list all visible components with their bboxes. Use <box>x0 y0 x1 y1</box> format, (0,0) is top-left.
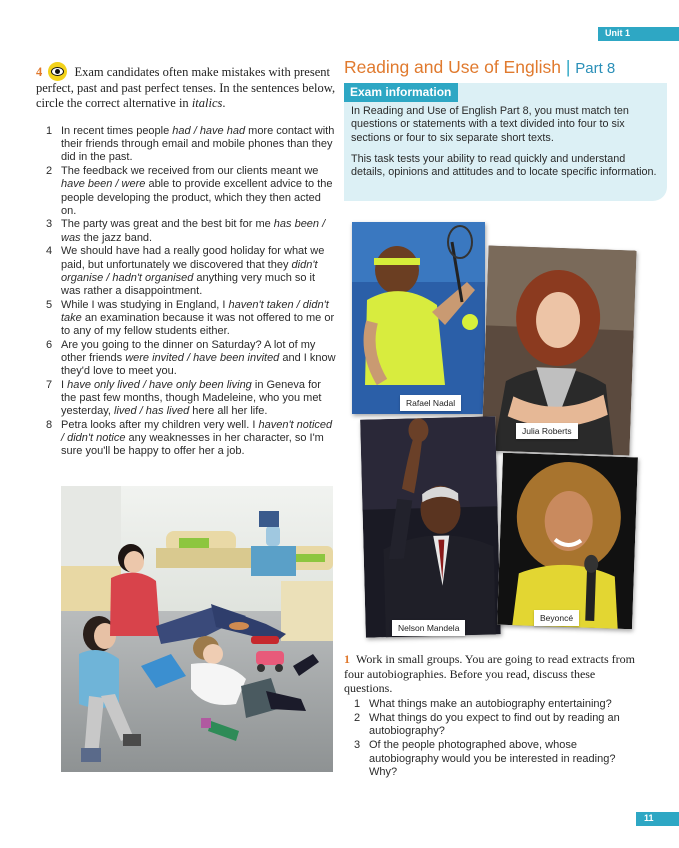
caption-julia-roberts: Julia Roberts <box>516 423 578 439</box>
answer-alternatives: have only lived / have only been living <box>67 378 252 391</box>
item-text: more contact with their friends through email and mobile phones than they did in the past. <box>61 125 335 164</box>
exercise-intro-italic: italics <box>191 96 223 110</box>
caption-beyonce: Beyoncé <box>534 610 579 626</box>
item-text: the jazz band. <box>80 231 153 244</box>
exercise-intro: Exam candidates often make mistakes with present perfect, past and past perfect tenses. In the sentences below, circle the correct alternative in <box>36 65 336 110</box>
section-title <box>344 57 615 78</box>
section-part: Part 8 <box>575 60 616 77</box>
title-separator: | <box>565 57 571 77</box>
answer-alternatives: were invited / have been invited <box>125 351 280 364</box>
list-item <box>46 339 336 379</box>
exercise-4-items <box>46 125 336 459</box>
list-item <box>46 379 336 419</box>
list-item <box>46 245 336 298</box>
exam-information-paragraph-1: In Reading and Use of English Part 8, you must match ten questions or statements with a text divided into four to six sections or four to six separate short texts. <box>351 105 629 144</box>
photo-nelson-mandela <box>360 416 501 637</box>
answer-alternatives: have been / were <box>61 178 146 191</box>
item-text: While I was studying in England, I <box>61 298 229 311</box>
page-number: 11 <box>644 813 654 823</box>
item-text: We should have had a really good holiday for what we paid, but unfortunately we discovered that they <box>61 245 325 271</box>
item-text: The feedback we received from our clients meant we <box>61 165 319 178</box>
answer-alternatives: lived / has lived <box>114 405 190 418</box>
list-item <box>46 419 336 459</box>
exercise-1-items <box>354 698 639 780</box>
list-item <box>46 125 336 165</box>
exam-information-box <box>344 83 667 201</box>
answer-alternatives: haven't noticed / didn't notice <box>61 418 333 445</box>
unit-tab <box>598 27 679 41</box>
item-text: able to provide excellent advice to the people developing the product, which they then acted on. <box>61 178 333 217</box>
item-number: 1 <box>354 698 361 710</box>
item-number: 6 <box>46 338 53 351</box>
list-item <box>46 165 336 218</box>
exercise-1-instructions <box>344 652 644 696</box>
list-item <box>354 712 639 739</box>
item-number: 3 <box>46 218 53 231</box>
list-item <box>354 739 639 779</box>
section-title-text: Reading and Use of English <box>344 57 561 77</box>
item-number: 1 <box>46 125 53 137</box>
list-item <box>354 698 639 711</box>
item-text: an examination because it was not offered to me or to any of my fellow students either. <box>61 311 335 338</box>
item-number: 7 <box>46 378 53 391</box>
photo-beyonce <box>497 453 638 630</box>
exercise-intro: Work in small groups. You are going to read extracts from four autobiographies. Before you read, discuss these questions. <box>344 652 635 695</box>
answer-alternatives: haven't taken / didn't take <box>61 298 329 324</box>
eye-icon <box>48 62 67 81</box>
exercise-4-instructions: 4 Exam candidates often make mistakes with present perfect, past and past perfect tenses. In the sentences below, circle the correct alternative in italics. <box>36 62 336 111</box>
item-text: in Geneva for the past few months, though Madeleine, who you met yesterday, <box>61 378 322 418</box>
item-number: 2 <box>46 165 53 178</box>
item-number: 4 <box>46 245 53 258</box>
item-text: Of the people photographed above, whose autobiography would you be interested in reading? Why? <box>369 739 616 779</box>
answer-alternatives: didn't organise / hadn't organised <box>61 258 318 284</box>
caption-rafael-nadal: Rafael Nadal <box>400 395 461 411</box>
page-number-tab <box>636 812 679 826</box>
unit-label: Unit 1 <box>605 28 631 38</box>
caption-nelson-mandela: Nelson Mandela <box>392 620 465 636</box>
item-number: 5 <box>46 298 53 311</box>
exercise-number: 1 <box>344 652 350 666</box>
photo-rafael-nadal <box>352 222 485 414</box>
item-text: any weaknesses in her character, so I'm sure you'll be happy to offer her a job. <box>61 432 324 458</box>
item-text: and I know they'd love to meet you. <box>61 351 336 378</box>
answer-alternatives: had / have had <box>172 125 246 137</box>
item-text: here all her life. <box>189 405 268 418</box>
item-text: anything very much so it was rather a disappointment. <box>61 271 316 297</box>
item-text: What things make an autobiography entertaining? <box>369 698 612 710</box>
item-number: 8 <box>46 418 53 431</box>
item-text: In recent times people <box>61 125 173 137</box>
item-text: The party was great and the best bit for me <box>61 218 274 231</box>
item-text: Are you going to the dinner on Saturday? A lot of my other friends <box>61 338 316 364</box>
item-number: 2 <box>354 711 361 724</box>
exercise-number: 4 <box>36 65 43 79</box>
list-item <box>46 299 336 339</box>
answer-alternatives: has been / was <box>61 218 326 244</box>
exam-information-label: Exam information <box>344 83 458 102</box>
item-number: 3 <box>354 739 361 752</box>
item-text: What things do you expect to find out by reading an autobiography? <box>369 711 620 738</box>
kids-playroom-illustration <box>61 486 333 772</box>
item-text: Petra looks after my children very well. I <box>61 418 259 431</box>
list-item <box>46 218 336 244</box>
exam-information-paragraph-2: This task tests your ability to read quickly and understand details, opinions and attitudes and to locate specific information. <box>351 153 657 179</box>
item-text: I <box>61 378 68 391</box>
